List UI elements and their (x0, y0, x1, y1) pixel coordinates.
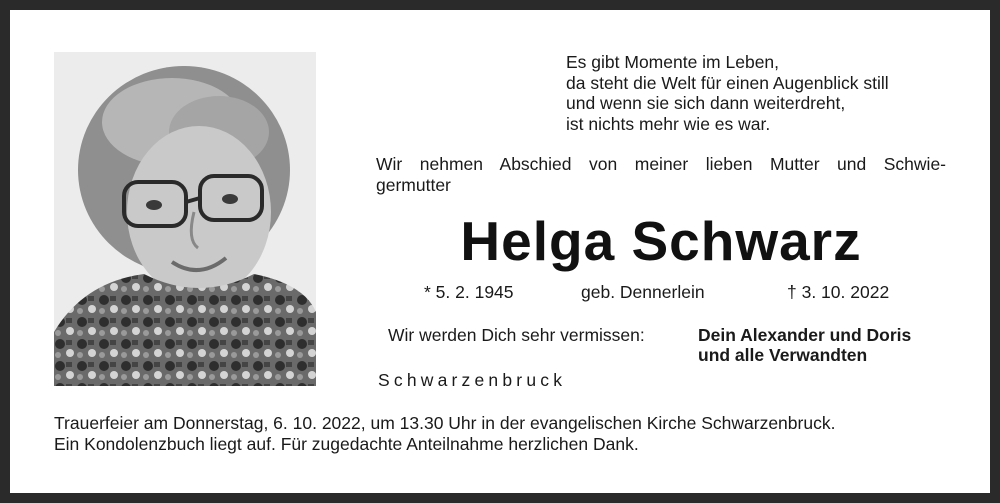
portrait-photo (54, 52, 316, 386)
miss-text: Wir werden Dich sehr vermissen: (388, 325, 645, 345)
mourners-line: Dein Alexander und Doris (698, 325, 912, 345)
mourners-line: und alle Verwandten (698, 345, 868, 365)
intro-line: Wir nehmen Abschied von meiner lieben Mutter und Schwie- (376, 154, 946, 174)
maiden-name: geb. Dennerlein (581, 282, 705, 302)
birth-date: * 5. 2. 1945 (424, 282, 514, 302)
deceased-name: Helga Schwarz (460, 210, 862, 272)
poem (566, 52, 889, 134)
poem-line: und wenn sie sich dann weiterdreht, (566, 93, 846, 113)
funeral-line: Ein Kondolenzbuch liegt auf. Für zugedachte Anteilnahme herzlichen Dank. (54, 434, 639, 454)
funeral-line: Trauerfeier am Donnerstag, 6. 10. 2022, um 13.30 Uhr in der evangelischen Kirche Schwarzenbruck. (54, 413, 836, 433)
mourners-list (698, 325, 911, 365)
poem-line: ist nichts mehr wie es war. (566, 113, 771, 134)
funeral-notice (54, 413, 835, 455)
death-date: † 3. 10. 2022 (787, 282, 890, 302)
farewell-intro (376, 154, 946, 196)
place-name: Schwarzenbruck (378, 370, 567, 390)
poem-line: da steht die Welt für einen Augenblick still (566, 72, 889, 93)
intro-line: germutter (376, 175, 451, 195)
poem-line: Es gibt Momente im Leben, (566, 52, 780, 72)
